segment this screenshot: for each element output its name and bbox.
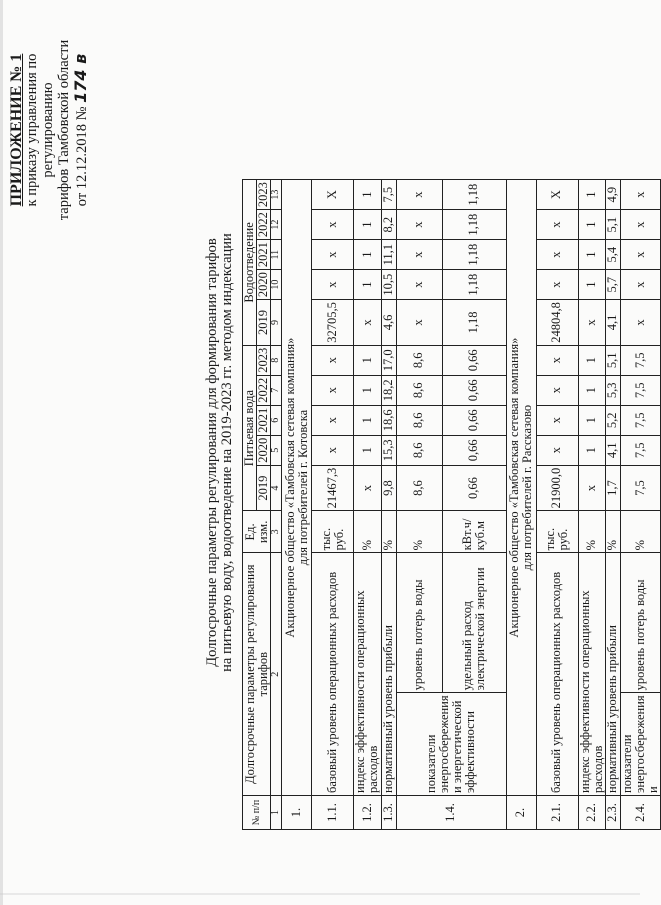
- row-number: 2.3.: [605, 796, 620, 830]
- cell-sewer: х: [620, 180, 660, 210]
- cell-water: 1: [578, 405, 605, 435]
- cell-sewer: х: [396, 180, 442, 210]
- cell-water: х: [312, 405, 354, 435]
- header-unit: Ед. изм.: [243, 511, 271, 553]
- cell-water: 5,2: [605, 405, 620, 435]
- row-unit: %: [354, 511, 381, 553]
- cell-water: 1: [354, 345, 381, 375]
- cell-sewer: х: [578, 300, 605, 346]
- row-param: индекс эффективности операционных расходов: [354, 553, 381, 796]
- order-number: 174 в: [71, 53, 91, 103]
- cell-sewer: х: [312, 210, 354, 240]
- tariff-parameters-table: [242, 179, 661, 830]
- col-number: 7: [271, 375, 282, 405]
- row-number: 1.4.: [396, 796, 506, 830]
- cell-water: 18,6: [381, 405, 396, 435]
- cell-sewer: 24804,8: [536, 300, 578, 346]
- cell-water: 7,5: [620, 345, 660, 375]
- document-title: [205, 0, 235, 905]
- row-subparam: уровень потерь воды: [620, 553, 660, 693]
- cell-sewer: 5,1: [605, 210, 620, 240]
- appendix-block: [8, 5, 91, 255]
- cell-water: х: [354, 465, 381, 511]
- cell-water: х: [536, 345, 578, 375]
- section-number: 2.: [506, 796, 536, 830]
- table-row: [536, 180, 578, 830]
- cell-sewer: 4,6: [381, 300, 396, 346]
- col-number: 6: [271, 405, 282, 435]
- header-num: № п/п: [243, 796, 271, 830]
- cell-sewer: х: [396, 270, 442, 300]
- cell-sewer: 11,1: [381, 240, 396, 270]
- cell-water: 1: [354, 405, 381, 435]
- cell-water: 1: [578, 435, 605, 465]
- row-param: показатели энергосбережения и энергетической эффективности: [396, 693, 506, 796]
- section-title: [282, 180, 312, 796]
- table-row: [578, 180, 605, 830]
- cell-sewer: х: [396, 210, 442, 240]
- row-subparam: удельный расход электрической энергии: [442, 553, 506, 693]
- column-number-row: [271, 180, 282, 830]
- row-unit: кВт.ч/ куб.м: [442, 511, 506, 553]
- cell-water: 7,5: [620, 375, 660, 405]
- section-number: 1.: [282, 796, 312, 830]
- row-param: индекс эффективности операционных расходов: [578, 553, 605, 796]
- cell-water: 21900,0: [536, 465, 578, 511]
- year-sewer: 2023: [257, 180, 271, 210]
- cell-sewer: х: [536, 210, 578, 240]
- row-unit: %: [396, 511, 442, 553]
- cell-water: 9,8: [381, 465, 396, 511]
- cell-sewer: 1: [354, 270, 381, 300]
- year-sewer: 2022: [257, 210, 271, 240]
- table-header-row: [243, 180, 257, 830]
- year-water: 2020: [257, 435, 271, 465]
- col-number: 5: [271, 435, 282, 465]
- col-number: 10: [271, 270, 282, 300]
- cell-sewer: 8,2: [381, 210, 396, 240]
- cell-sewer: 7,5: [381, 180, 396, 210]
- row-number: 2.2.: [578, 796, 605, 830]
- cell-sewer: Х: [312, 180, 354, 210]
- row-unit: тыс. руб.: [536, 511, 578, 553]
- cell-sewer: х: [354, 300, 381, 346]
- cell-sewer: х: [396, 240, 442, 270]
- cell-water: 8,6: [396, 465, 442, 511]
- col-number: 9: [271, 300, 282, 346]
- cell-water: 4,1: [605, 435, 620, 465]
- section-row: [506, 180, 536, 830]
- year-water: 2023: [257, 345, 271, 375]
- cell-sewer: х: [312, 270, 354, 300]
- section-row: [282, 180, 312, 830]
- cell-sewer: Х: [536, 180, 578, 210]
- row-param: нормативный уровень прибыли: [605, 553, 620, 796]
- section-title: [506, 180, 536, 796]
- cell-water: 8,6: [396, 345, 442, 375]
- col-number: 11: [271, 240, 282, 270]
- cell-water: 1,7: [605, 465, 620, 511]
- cell-water: 1: [354, 435, 381, 465]
- appendix-line-3: [72, 5, 91, 255]
- table-row: [312, 180, 354, 830]
- cell-water: х: [312, 375, 354, 405]
- appendix-line-2: тарифов Тамбовской области: [55, 39, 72, 221]
- cell-water: 0,66: [442, 405, 506, 435]
- section-consumers: для потребителей г. Рассказово: [520, 404, 534, 571]
- header-group-sewer: Водоотведение: [243, 180, 257, 346]
- document-title-line-1: Долгосрочные параметры регулирования для формирования тарифов: [204, 238, 220, 667]
- cell-sewer: 1,18: [442, 210, 506, 240]
- row-subparam: уровень потерь воды: [396, 553, 442, 693]
- section-consumers: для потребителей г. Котовска: [295, 409, 310, 566]
- year-water: 2022: [257, 375, 271, 405]
- cell-water: х: [312, 345, 354, 375]
- row-unit: %: [578, 511, 605, 553]
- cell-water: 8,6: [396, 375, 442, 405]
- cell-water: 1: [354, 375, 381, 405]
- cell-water: х: [312, 435, 354, 465]
- cell-water: 7,5: [620, 435, 660, 465]
- cell-water: х: [536, 405, 578, 435]
- cell-water: 8,6: [396, 405, 442, 435]
- cell-sewer: 1: [578, 210, 605, 240]
- table-row: [396, 180, 442, 830]
- cell-water: 0,66: [442, 345, 506, 375]
- cell-water: 0,66: [442, 375, 506, 405]
- cell-sewer: 10,5: [381, 270, 396, 300]
- cell-sewer: 32705,5: [312, 300, 354, 346]
- cell-sewer: 4,1: [605, 300, 620, 346]
- year-water: 2021: [257, 405, 271, 435]
- scan-edge-left: [0, 0, 3, 905]
- section-company: Акционерное общество «Тамбовская сетевая компания»: [506, 337, 521, 638]
- col-number: 1: [271, 796, 282, 830]
- row-unit: %: [605, 511, 620, 553]
- document-title-line-2: на питьевую воду, водоотведение на 2019-2023 гг. методом индексации: [219, 233, 236, 672]
- cell-sewer: 1: [578, 270, 605, 300]
- year-water: 2019: [257, 465, 271, 511]
- cell-sewer: х: [620, 300, 660, 346]
- cell-water: 17,0: [381, 345, 396, 375]
- row-number: 2.1.: [536, 796, 578, 830]
- row-number: 2.4.: [620, 796, 660, 830]
- year-sewer: 2021: [257, 240, 271, 270]
- row-param: нормативный уровень прибыли: [381, 553, 396, 796]
- cell-sewer: 1,18: [442, 240, 506, 270]
- cell-sewer: 1,18: [442, 300, 506, 346]
- table-row: [354, 180, 381, 830]
- cell-water: 8,6: [396, 435, 442, 465]
- cell-sewer: 1: [578, 180, 605, 210]
- col-number: 12: [271, 210, 282, 240]
- appendix-line-1: к приказу управления по регулированию: [24, 53, 56, 207]
- appendix-date: от 12.12.2018 №: [74, 106, 91, 207]
- cell-water: 18,2: [381, 375, 396, 405]
- row-param: показатели энергосбережения и: [620, 693, 660, 796]
- cell-sewer: 1,18: [442, 270, 506, 300]
- year-sewer: 2020: [257, 270, 271, 300]
- cell-sewer: х: [620, 270, 660, 300]
- cell-sewer: 4,9: [605, 180, 620, 210]
- cell-sewer: х: [536, 240, 578, 270]
- cell-water: 7,5: [620, 465, 660, 511]
- cell-sewer: х: [312, 240, 354, 270]
- cell-sewer: х: [396, 300, 442, 346]
- table-row: [381, 180, 396, 830]
- cell-water: 15,3: [381, 435, 396, 465]
- header-group-water: Питьевая вода: [243, 345, 257, 511]
- cell-water: 21467,3: [312, 465, 354, 511]
- cell-sewer: 1: [354, 210, 381, 240]
- cell-water: 0,66: [442, 435, 506, 465]
- row-unit: %: [620, 511, 660, 553]
- row-number: 1.1.: [312, 796, 354, 830]
- cell-sewer: 5,4: [605, 240, 620, 270]
- cell-water: 7,5: [620, 405, 660, 435]
- cell-water: 5,3: [605, 375, 620, 405]
- col-number: 8: [271, 345, 282, 375]
- col-number: 3: [271, 511, 282, 553]
- row-unit: %: [381, 511, 396, 553]
- table-row: [620, 180, 660, 830]
- row-param: базовый уровень операционных расходов: [312, 553, 354, 796]
- cell-sewer: 1: [354, 240, 381, 270]
- table-row: [605, 180, 620, 830]
- cell-water: х: [536, 435, 578, 465]
- cell-sewer: х: [536, 270, 578, 300]
- cell-sewer: х: [620, 240, 660, 270]
- col-number: 2: [271, 553, 282, 796]
- col-number: 13: [271, 180, 282, 210]
- cell-water: 1: [578, 345, 605, 375]
- cell-water: х: [578, 465, 605, 511]
- cell-water: 1: [578, 375, 605, 405]
- row-number: 1.2.: [354, 796, 381, 830]
- cell-water: 0,66: [442, 465, 506, 511]
- cell-sewer: 1: [578, 240, 605, 270]
- scan-edge-bottom: [0, 893, 640, 895]
- col-number: 4: [271, 465, 282, 511]
- appendix-title: ПРИЛОЖЕНИЕ № 1: [8, 53, 25, 207]
- row-unit: тыс. руб.: [312, 511, 354, 553]
- header-param: Долгосрочные параметры регулирования тарифов: [243, 553, 271, 796]
- row-number: 1.3.: [381, 796, 396, 830]
- cell-water: 5,1: [605, 345, 620, 375]
- cell-sewer: 1: [354, 180, 381, 210]
- year-sewer: 2019: [257, 300, 271, 346]
- section-company: Акционерное общество «Тамбовская сетевая компания»: [282, 337, 297, 638]
- cell-sewer: х: [620, 210, 660, 240]
- cell-water: х: [536, 375, 578, 405]
- row-param: базовый уровень операционных расходов: [536, 553, 578, 796]
- cell-sewer: 5,7: [605, 270, 620, 300]
- cell-sewer: 1,18: [442, 180, 506, 210]
